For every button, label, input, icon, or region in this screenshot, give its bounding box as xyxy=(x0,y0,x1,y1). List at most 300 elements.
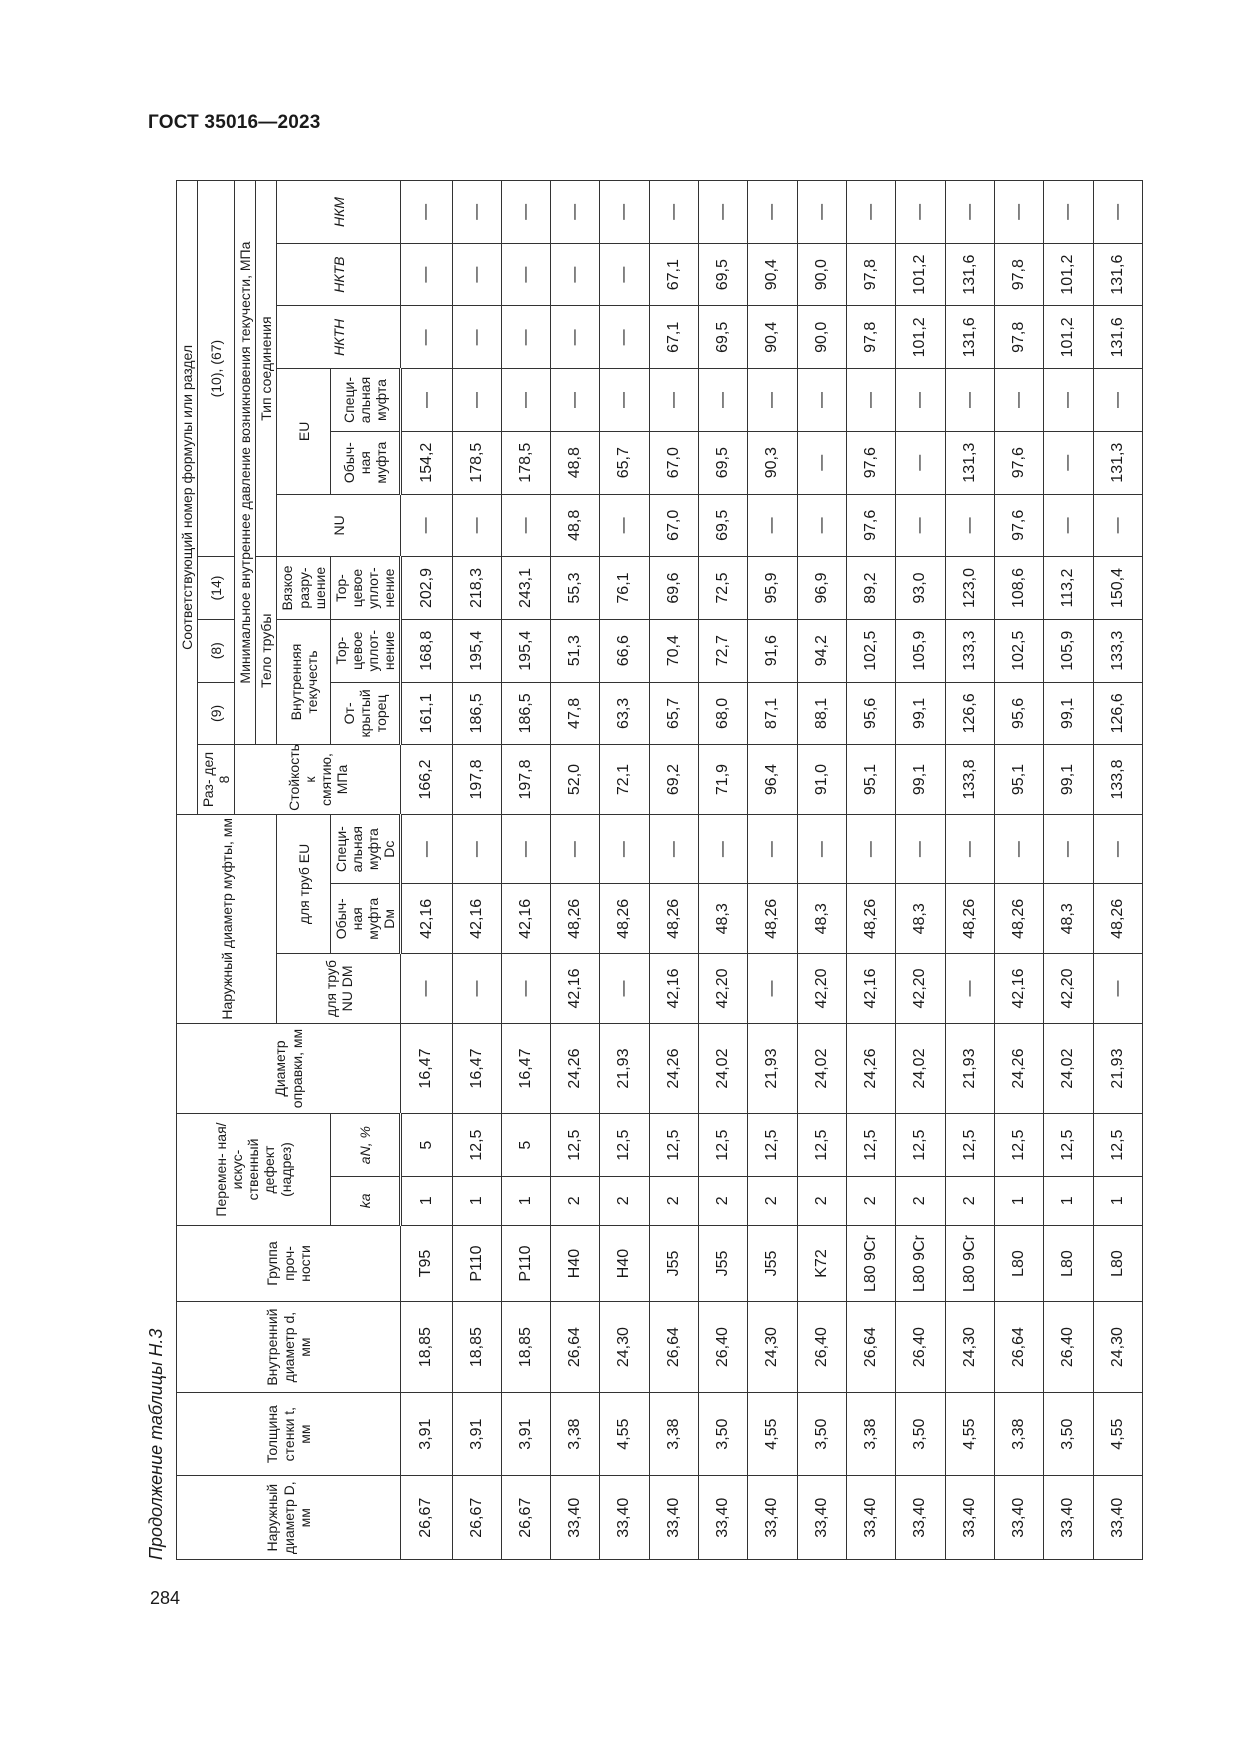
table-cell: 197,8 xyxy=(501,745,550,815)
table-cell: — xyxy=(551,369,600,432)
table-cell: 69,5 xyxy=(699,243,748,306)
table-cell: — xyxy=(945,369,994,432)
table-body xyxy=(401,181,1143,1560)
table-cell: 26,40 xyxy=(699,1302,748,1393)
table-cell: 12,5 xyxy=(748,1114,797,1177)
table-cell: 18,85 xyxy=(501,1302,550,1393)
table-cell: 24,02 xyxy=(797,1023,846,1114)
table-cell: 96,9 xyxy=(797,557,846,620)
table-row xyxy=(994,181,1043,1560)
table-row xyxy=(600,181,649,1560)
table-cell: 97,8 xyxy=(847,306,896,369)
header-conn-eu: EU xyxy=(277,369,330,494)
table-cell: 90,4 xyxy=(748,243,797,306)
table-row xyxy=(1044,181,1093,1560)
table-cell: 3,38 xyxy=(551,1392,600,1476)
header-ka: ka xyxy=(330,1176,400,1225)
table-cell: — xyxy=(1093,181,1142,244)
table-cell: 99,1 xyxy=(1044,745,1093,815)
table-cell: — xyxy=(1093,954,1142,1024)
table-cell: — xyxy=(401,954,452,1024)
table-cell: — xyxy=(551,181,600,244)
table-cell: 131,6 xyxy=(1093,243,1142,306)
table-cell: 197,8 xyxy=(452,745,501,815)
header-for-nu-pipes: для труб NU DM xyxy=(277,954,401,1024)
data-table xyxy=(176,180,1143,1560)
table-cell: — xyxy=(896,814,945,884)
table-cell: 48,3 xyxy=(797,884,846,954)
table-cell: 48,3 xyxy=(1044,884,1093,954)
table-cell: 18,85 xyxy=(452,1302,501,1393)
table-cell: 69,2 xyxy=(649,745,698,815)
table-cell: 12,5 xyxy=(1044,1114,1093,1177)
table-row xyxy=(401,181,452,1560)
table-cell: — xyxy=(748,814,797,884)
table-cell: 5 xyxy=(401,1114,452,1177)
table-cell: 48,3 xyxy=(896,884,945,954)
table-cell: 16,47 xyxy=(401,1023,452,1114)
table-cell: 133,8 xyxy=(1093,745,1142,815)
table-cell: 33,40 xyxy=(748,1476,797,1560)
table-cell: 48,3 xyxy=(699,884,748,954)
table-cell: 12,5 xyxy=(945,1114,994,1177)
header-nktv: НКТВ xyxy=(277,243,401,306)
table-cell: — xyxy=(401,243,452,306)
table-cell: — xyxy=(401,814,452,884)
table-cell: 24,26 xyxy=(994,1023,1043,1114)
table-cell: 3,91 xyxy=(401,1392,452,1476)
table-cell: 67,0 xyxy=(649,494,698,557)
table-cell: — xyxy=(501,369,550,432)
header-collapse-resistance: Стойкость к смятию, МПа xyxy=(235,745,401,815)
table-cell: 24,26 xyxy=(649,1023,698,1114)
table-cell: — xyxy=(501,494,550,557)
table-cell: 12,5 xyxy=(797,1114,846,1177)
table-cell: 33,40 xyxy=(896,1476,945,1560)
table-cell: 12,5 xyxy=(600,1114,649,1177)
table-cell: — xyxy=(994,814,1043,884)
table-cell: 69,5 xyxy=(699,306,748,369)
table-cell: — xyxy=(748,369,797,432)
table-cell: 1 xyxy=(452,1176,501,1225)
table-cell: — xyxy=(699,814,748,884)
table-cell: J55 xyxy=(748,1225,797,1302)
table-cell: 186,5 xyxy=(452,682,501,745)
table-cell: 97,6 xyxy=(847,494,896,557)
table-cell: 12,5 xyxy=(649,1114,698,1177)
table-cell: 166,2 xyxy=(401,745,452,815)
table-cell: 102,5 xyxy=(994,619,1043,682)
table-cell: 71,9 xyxy=(699,745,748,815)
header-conn-nu: NU xyxy=(277,494,401,557)
header-min-internal-pressure: Минимальное внутреннее давление возникновения текучести, МПа xyxy=(235,181,256,745)
table-cell: 24,02 xyxy=(1044,1023,1093,1114)
table-cell: P110 xyxy=(452,1225,501,1302)
table-cell: 24,26 xyxy=(847,1023,896,1114)
table-cell: 76,1 xyxy=(600,557,649,620)
table-cell: 1 xyxy=(401,1176,452,1225)
table-cell: 97,6 xyxy=(847,431,896,494)
table-row xyxy=(748,181,797,1560)
table-cell: — xyxy=(797,181,846,244)
table-cell: — xyxy=(401,369,452,432)
table-cell: 161,1 xyxy=(401,682,452,745)
table-cell: — xyxy=(600,494,649,557)
table-cell: 63,3 xyxy=(600,682,649,745)
table-cell: 66,6 xyxy=(600,619,649,682)
table-cell: P110 xyxy=(501,1225,550,1302)
table-cell: 42,20 xyxy=(896,954,945,1024)
table-cell: 24,30 xyxy=(748,1302,797,1393)
document-header: ГОСТ 35016—2023 xyxy=(148,112,321,133)
table-cell: 48,26 xyxy=(847,884,896,954)
table-cell: 126,6 xyxy=(1093,682,1142,745)
table-row xyxy=(699,181,748,1560)
table-cell: 16,47 xyxy=(452,1023,501,1114)
table-cell: 69,5 xyxy=(699,431,748,494)
table-cell: — xyxy=(452,306,501,369)
table-cell: — xyxy=(501,243,550,306)
table-cell: 105,9 xyxy=(896,619,945,682)
table-cell: L80 9Cr xyxy=(847,1225,896,1302)
header-open-end: От- крытый торец xyxy=(330,682,400,745)
table-cell: — xyxy=(748,181,797,244)
table-cell: 113,2 xyxy=(1044,557,1093,620)
table-cell: 42,16 xyxy=(551,954,600,1024)
table-cell: — xyxy=(797,431,846,494)
table-cell: 2 xyxy=(797,1176,846,1225)
table-cell: 131,3 xyxy=(1093,431,1142,494)
table-cell: 12,5 xyxy=(896,1114,945,1177)
table-cell: 168,8 xyxy=(401,619,452,682)
header-eu-conn-regular: Обыч- ная муфта xyxy=(330,431,400,494)
table-cell: 93,0 xyxy=(896,557,945,620)
table-cell: H40 xyxy=(551,1225,600,1302)
table-cell: — xyxy=(1044,494,1093,557)
table-cell: 52,0 xyxy=(551,745,600,815)
table-cell: 3,38 xyxy=(649,1392,698,1476)
table-cell: 26,67 xyxy=(452,1476,501,1560)
table-cell: 26,40 xyxy=(1044,1302,1093,1393)
table-cell: 26,64 xyxy=(847,1302,896,1393)
table-cell: 26,64 xyxy=(551,1302,600,1393)
table-cell: — xyxy=(501,954,550,1024)
table-cell: 195,4 xyxy=(501,619,550,682)
table-cell: 42,16 xyxy=(401,884,452,954)
table-cell: — xyxy=(649,814,698,884)
table-cell: 99,1 xyxy=(896,745,945,815)
table-cell: — xyxy=(649,369,698,432)
table-continuation-caption: Продолжение таблицы Н.3 xyxy=(146,1328,166,1560)
table-cell: — xyxy=(1044,181,1093,244)
table-cell: 42,20 xyxy=(699,954,748,1024)
table-cell: — xyxy=(551,306,600,369)
table-cell: 88,1 xyxy=(797,682,846,745)
table-cell: — xyxy=(896,181,945,244)
table-cell: 3,50 xyxy=(896,1392,945,1476)
table-cell: 90,0 xyxy=(797,243,846,306)
table-cell: 99,1 xyxy=(1044,682,1093,745)
table-cell: 42,16 xyxy=(847,954,896,1024)
table-cell: — xyxy=(600,243,649,306)
table-cell: 16,47 xyxy=(501,1023,550,1114)
table-cell: 42,20 xyxy=(1044,954,1093,1024)
table-cell: 67,1 xyxy=(649,306,698,369)
table-cell: 105,9 xyxy=(1044,619,1093,682)
table-cell: 4,55 xyxy=(600,1392,649,1476)
table-cell: 2 xyxy=(945,1176,994,1225)
table-cell: 95,1 xyxy=(847,745,896,815)
table-cell: 218,3 xyxy=(452,557,501,620)
header-mandrel-diameter: Диаметр оправки, мм xyxy=(177,1023,401,1114)
table-cell: 131,6 xyxy=(1093,306,1142,369)
header-connection-type: Тип соединения xyxy=(256,181,277,557)
table-cell: — xyxy=(797,494,846,557)
table-cell: 21,93 xyxy=(945,1023,994,1114)
table-cell: — xyxy=(452,494,501,557)
table-cell: 96,4 xyxy=(748,745,797,815)
table-cell: 150,4 xyxy=(1093,557,1142,620)
table-cell: 2 xyxy=(847,1176,896,1225)
table-cell: 72,5 xyxy=(699,557,748,620)
table-cell: 67,1 xyxy=(649,243,698,306)
table-cell: — xyxy=(945,954,994,1024)
table-cell: 48,26 xyxy=(649,884,698,954)
header-ductile-fracture: Вязкое разру- шение xyxy=(277,557,330,620)
table-cell: 126,6 xyxy=(945,682,994,745)
table-cell: — xyxy=(452,181,501,244)
table-cell: 101,2 xyxy=(1044,306,1093,369)
table-cell: 47,8 xyxy=(551,682,600,745)
table-cell: 133,3 xyxy=(1093,619,1142,682)
data-table-wrapper xyxy=(176,180,1143,1560)
table-cell: 2 xyxy=(748,1176,797,1225)
header-an: aN, % xyxy=(330,1114,400,1177)
table-cell: L80 xyxy=(1044,1225,1093,1302)
table-cell: — xyxy=(1093,814,1142,884)
table-cell: 48,8 xyxy=(551,431,600,494)
table-cell: 26,67 xyxy=(401,1476,452,1560)
table-cell: 24,30 xyxy=(945,1302,994,1393)
table-row xyxy=(551,181,600,1560)
table-cell: — xyxy=(945,814,994,884)
table-cell: 4,55 xyxy=(945,1392,994,1476)
table-cell: 97,8 xyxy=(847,243,896,306)
header-end-seal-ductile: Тор- цевое уплот- нение xyxy=(330,557,400,620)
table-row xyxy=(945,181,994,1560)
table-cell: 12,5 xyxy=(847,1114,896,1177)
header-pipe-body: Тело трубы xyxy=(256,557,277,745)
table-cell: 26,40 xyxy=(797,1302,846,1393)
table-cell: 1 xyxy=(1044,1176,1093,1225)
table-cell: 21,93 xyxy=(600,1023,649,1114)
table-cell: 131,6 xyxy=(945,243,994,306)
table-cell: 24,02 xyxy=(699,1023,748,1114)
header-eu-regular-coupling: Обыч- ная муфта Dм xyxy=(330,884,400,954)
table-cell: 95,6 xyxy=(994,682,1043,745)
table-cell: — xyxy=(551,814,600,884)
table-cell: 48,26 xyxy=(994,884,1043,954)
table-cell: 91,6 xyxy=(748,619,797,682)
table-cell: 90,3 xyxy=(748,431,797,494)
header-nkm: НКМ xyxy=(277,181,401,244)
table-cell: 51,3 xyxy=(551,619,600,682)
table-cell: 95,1 xyxy=(994,745,1043,815)
table-cell: 133,8 xyxy=(945,745,994,815)
header-ref-section-8: Раз- дел 8 xyxy=(198,745,235,815)
table-cell: 91,0 xyxy=(797,745,846,815)
table-cell: 48,26 xyxy=(1093,884,1142,954)
table-cell: 33,40 xyxy=(649,1476,698,1560)
table-cell: — xyxy=(600,814,649,884)
table-cell: 33,40 xyxy=(797,1476,846,1560)
table-cell: 4,55 xyxy=(1093,1392,1142,1476)
table-cell: — xyxy=(994,369,1043,432)
table-cell: 89,2 xyxy=(847,557,896,620)
header-eu-conn-special: Специ- альная муфта xyxy=(330,369,400,432)
header-end-seal-lame: Тор- цевое уплот- нение xyxy=(330,619,400,682)
table-cell: 70,4 xyxy=(649,619,698,682)
header-eu-special-coupling: Специ- альная муфта Dc xyxy=(330,814,400,884)
table-cell: — xyxy=(847,369,896,432)
table-cell: 48,26 xyxy=(600,884,649,954)
table-cell: 48,26 xyxy=(748,884,797,954)
table-cell: 69,6 xyxy=(649,557,698,620)
table-cell: — xyxy=(847,181,896,244)
table-cell: 42,16 xyxy=(452,884,501,954)
header-ref-9: (9) xyxy=(198,682,235,745)
table-cell: 33,40 xyxy=(994,1476,1043,1560)
table-cell: 94,2 xyxy=(797,619,846,682)
table-cell: 1 xyxy=(501,1176,550,1225)
table-cell: — xyxy=(452,243,501,306)
table-cell: 3,38 xyxy=(847,1392,896,1476)
table-cell: — xyxy=(1044,369,1093,432)
table-cell: T95 xyxy=(401,1225,452,1302)
table-cell: 90,0 xyxy=(797,306,846,369)
header-strength-group: Группа проч- ности xyxy=(177,1225,401,1302)
table-cell: 2 xyxy=(649,1176,698,1225)
table-cell: 48,26 xyxy=(945,884,994,954)
table-cell: L80 9Cr xyxy=(945,1225,994,1302)
table-cell: 243,1 xyxy=(501,557,550,620)
table-cell: 97,8 xyxy=(994,306,1043,369)
table-cell: 131,3 xyxy=(945,431,994,494)
table-cell: 33,40 xyxy=(600,1476,649,1560)
table-cell: 26,64 xyxy=(649,1302,698,1393)
table-cell: — xyxy=(797,814,846,884)
table-cell: — xyxy=(847,814,896,884)
table-cell: 12,5 xyxy=(452,1114,501,1177)
table-cell: 33,40 xyxy=(945,1476,994,1560)
table-row xyxy=(452,181,501,1560)
table-cell: 95,9 xyxy=(748,557,797,620)
table-cell: 3,38 xyxy=(994,1392,1043,1476)
table-cell: — xyxy=(600,306,649,369)
table-cell: 12,5 xyxy=(994,1114,1043,1177)
table-cell: — xyxy=(896,494,945,557)
table-cell: 26,40 xyxy=(896,1302,945,1393)
table-cell: — xyxy=(600,181,649,244)
table-cell: 33,40 xyxy=(1093,1476,1142,1560)
header-wall-thickness: Толщина стенки t, мм xyxy=(177,1392,401,1476)
table-cell: 4,55 xyxy=(748,1392,797,1476)
table-cell: — xyxy=(699,369,748,432)
table-cell: 99,1 xyxy=(896,682,945,745)
table-cell: — xyxy=(452,814,501,884)
header-ref-10-67: (10), (67) xyxy=(198,181,235,557)
table-cell: 67,0 xyxy=(649,431,698,494)
table-cell: 12,5 xyxy=(1093,1114,1142,1177)
table-row xyxy=(797,181,846,1560)
table-cell: — xyxy=(945,181,994,244)
table-cell: 33,40 xyxy=(551,1476,600,1560)
table-cell: 12,5 xyxy=(551,1114,600,1177)
table-cell: 72,1 xyxy=(600,745,649,815)
table-cell: — xyxy=(401,181,452,244)
table-cell: 68,0 xyxy=(699,682,748,745)
table-cell: — xyxy=(600,369,649,432)
table-cell: L80 9Cr xyxy=(896,1225,945,1302)
table-cell: — xyxy=(1044,431,1093,494)
table-cell: 178,5 xyxy=(452,431,501,494)
table-cell: 65,7 xyxy=(600,431,649,494)
header-ref-14: (14) xyxy=(198,557,235,620)
table-cell: 202,9 xyxy=(401,557,452,620)
table-cell: 24,02 xyxy=(896,1023,945,1114)
header-internal-yield: Внутренняя текучесть xyxy=(277,619,330,744)
table-cell: 5 xyxy=(501,1114,550,1177)
table-cell: 42,20 xyxy=(797,954,846,1024)
table-cell: — xyxy=(501,814,550,884)
table-cell: 3,50 xyxy=(1044,1392,1093,1476)
page-number: 284 xyxy=(150,1588,181,1608)
header-formula-reference: Соответствующий номер формулы или раздел xyxy=(177,181,198,815)
table-cell: 108,6 xyxy=(994,557,1043,620)
table-cell: — xyxy=(748,494,797,557)
table-cell: — xyxy=(748,954,797,1024)
table-cell: 101,2 xyxy=(1044,243,1093,306)
table-cell: — xyxy=(401,494,452,557)
table-cell: 55,3 xyxy=(551,557,600,620)
table-cell: 154,2 xyxy=(401,431,452,494)
table-cell: 1 xyxy=(1093,1176,1142,1225)
table-cell: — xyxy=(945,494,994,557)
header-ref-8: (8) xyxy=(198,619,235,682)
table-cell: 195,4 xyxy=(452,619,501,682)
table-row xyxy=(896,181,945,1560)
table-cell: — xyxy=(1093,369,1142,432)
table-cell: 178,5 xyxy=(501,431,550,494)
table-cell: 131,6 xyxy=(945,306,994,369)
table-cell: 21,93 xyxy=(1093,1023,1142,1114)
table-cell: 1 xyxy=(994,1176,1043,1225)
table-cell: 24,30 xyxy=(600,1302,649,1393)
table-cell: L80 xyxy=(1093,1225,1142,1302)
table-cell: 2 xyxy=(551,1176,600,1225)
table-cell: J55 xyxy=(649,1225,698,1302)
table-cell: — xyxy=(501,306,550,369)
table-row xyxy=(1093,181,1142,1560)
table-cell: J55 xyxy=(699,1225,748,1302)
header-defect: Перемен- ная/искус- ственный дефект (надрез) xyxy=(177,1114,331,1225)
table-cell: 33,40 xyxy=(847,1476,896,1560)
table-cell: — xyxy=(1093,494,1142,557)
table-cell: — xyxy=(401,306,452,369)
table-cell: 101,2 xyxy=(896,306,945,369)
table-cell: 2 xyxy=(896,1176,945,1225)
table-cell: 2 xyxy=(600,1176,649,1225)
